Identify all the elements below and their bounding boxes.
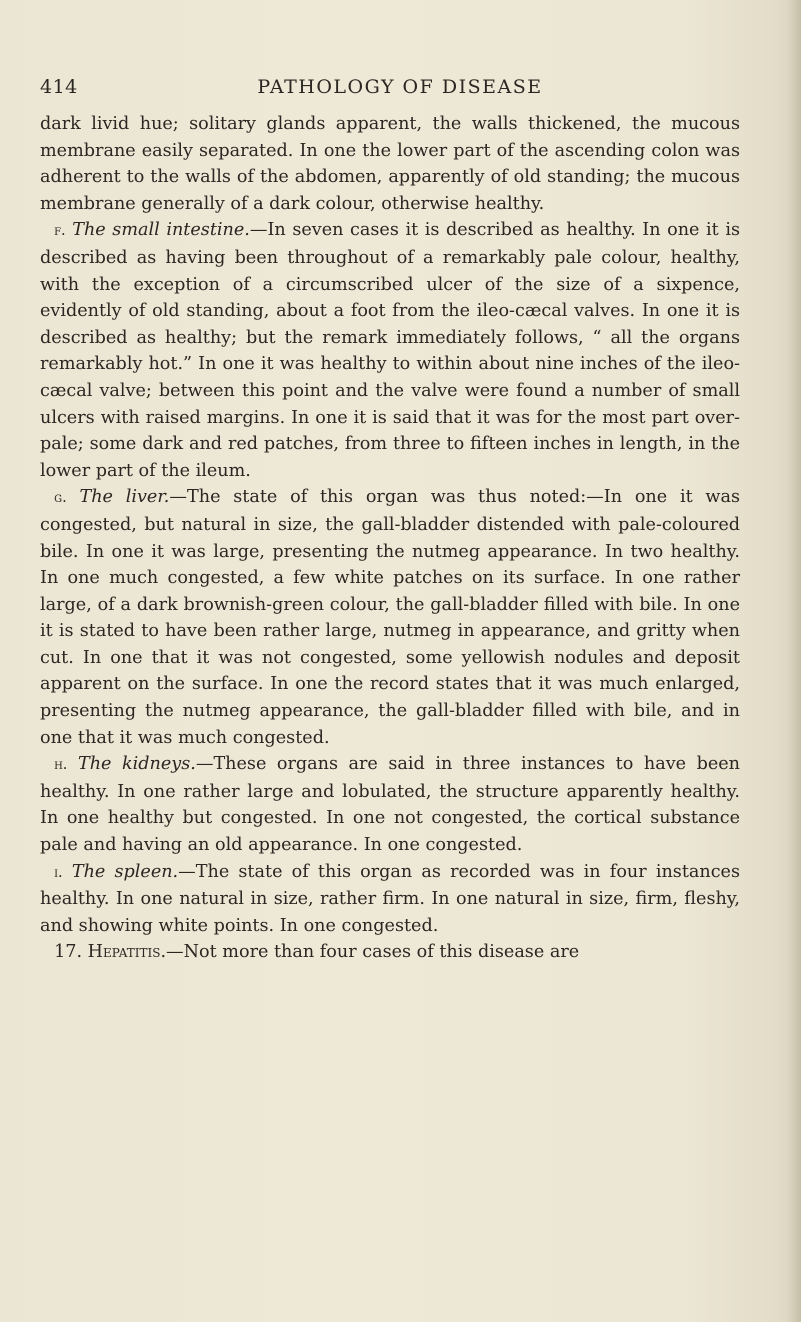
section-17-text: —Not more than four cases of this disease are [166, 942, 580, 963]
page-number: 414 [40, 76, 78, 98]
section-g-text: —The state of this organ was thus noted:—In one it was congested, but natural in size, the gall-bladder distended with pale-coloured bile. In one it was large, presenting the nutmeg appearance. In two healthy. In one much congested, a few white patches on its surface. In one rather large, of a dark brownish-green colour, the gall-bladder filled with bile. In one it is stated to have been rather large, nutmeg in appearance, and gritty when cut. In one that it was not congested, some yellowish nodules and deposit apparent on the surface. In one the record states that it was much enlarged, presenting the nutmeg appearance, the gall-bladder filled with bile, and in one that it was much congested. [40, 487, 741, 748]
paragraph-continuation: dark livid hue; solitary glands apparent, the walls thickened, the mucous membrane easily separated. In one the lower part of the ascending colon was adherent to the walls of the abdomen, apparently of old standing; the mucous membrane generally of a dark colour, otherwise healthy. [40, 114, 740, 214]
section-h-label: h. [54, 757, 68, 774]
page-header [40, 76, 760, 106]
section-17-number: 17. [54, 942, 83, 963]
running-head: PATHOLOGY OF DISEASE [257, 76, 543, 98]
page-edge-shadow [787, 0, 801, 1322]
section-h-heading: The kidneys. [77, 754, 196, 775]
section-g-liver [40, 484, 740, 751]
section-h-kidneys [40, 751, 740, 858]
section-i-heading: The spleen. [71, 861, 179, 882]
section-f-text: —In seven cases it is described as healthy. In one it is described as having been throughout of a remarkably pale colour, healthy, with the exception of a circumscribed ulcer of the size of a sixpence, evidently of old standing, about a foot from the ileo-cæcal valves. In one it is described as healthy; but the remark immediately follows, “ all the organs remarkably hot.” In one it was healthy to within about nine inches of the ileo-cæcal valve; between this point and the valve were found a number of small ulcers with raised margins. In one it is said that it was for the most part over-pale; some dark and red patches, from three to fifteen inches in length, in the lower part of the ileum. [40, 220, 741, 481]
section-f-label: f. [54, 223, 66, 240]
section-i-text: —The state of this organ as recorded was in four instances healthy. In one natural in size, rather firm. In one natural in size, firm, fleshy, and showing white points. In one congested. [40, 861, 741, 936]
section-f-heading: The small intestine. [72, 220, 250, 241]
section-17-heading: Hepatitis. [87, 942, 167, 963]
section-h-text: —These organs are said in three instances to have been healthy. In one rather large and lobulated, the structure apparently healthy. In one healthy but congested. In one not congested, the cortical substance pale and having an old appearance. In one congested. [40, 754, 741, 856]
section-i-spleen [40, 859, 740, 940]
section-17-hepatitis [40, 939, 740, 966]
section-g-heading: The liver. [79, 487, 170, 508]
body-text [40, 111, 740, 966]
section-i-label: i. [54, 864, 63, 881]
section-f-small-intestine [40, 217, 740, 484]
section-g-label: g. [54, 490, 67, 507]
